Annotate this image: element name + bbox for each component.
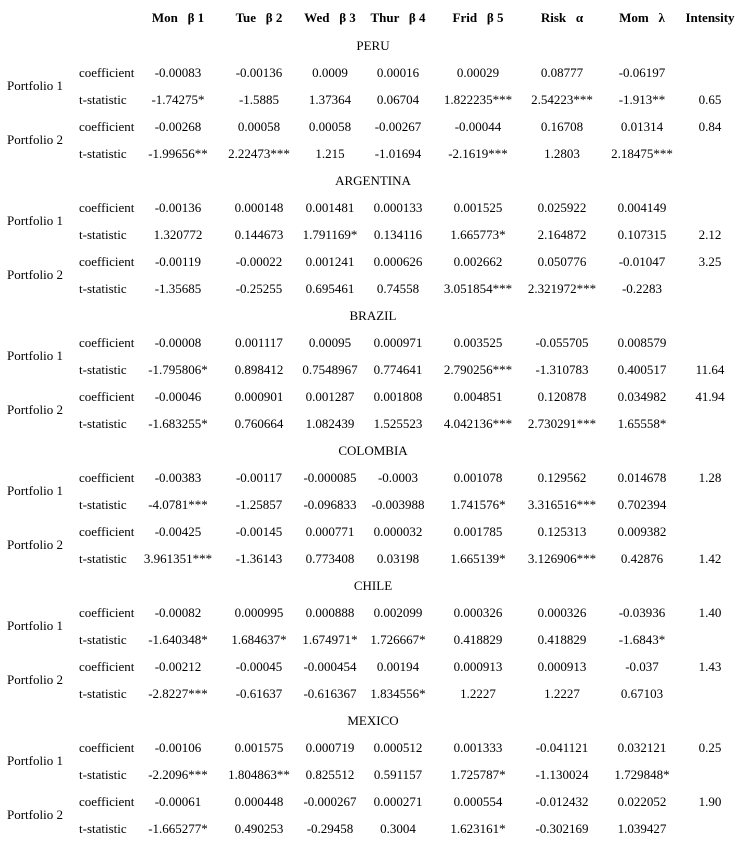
value-cell: 0.022052 (617, 794, 667, 809)
value-cell: 1.791169* (302, 227, 358, 242)
value-cell: 1.2227 (544, 686, 580, 701)
value-cell: 0.3004 (380, 821, 416, 836)
value-cell: 0.134116 (373, 227, 423, 242)
value-cell: 0.000448 (234, 794, 284, 809)
value-cell: 3.051854*** (443, 281, 513, 296)
value-cell: 0.000913 (453, 659, 503, 674)
value-cell: 0.144673 (234, 227, 284, 242)
t-statistic-label: t-statistic (79, 362, 127, 377)
value-cell: -1.130024 (535, 767, 589, 782)
intensity-cell: 1.43 (698, 659, 722, 674)
coefficient-label: coefficient (79, 119, 135, 134)
value-cell: 1.2803 (544, 146, 580, 161)
value-cell: 1.665139* (450, 551, 506, 566)
intensity-cell: 0.25 (698, 740, 722, 755)
value-cell: 0.014678 (617, 470, 667, 485)
value-cell: 1.65558* (617, 416, 667, 431)
value-cell: -0.06197 (618, 65, 666, 80)
value-cell: -0.00106 (154, 740, 202, 755)
country-heading: MEXICO (347, 713, 399, 728)
value-cell: 1.039427 (617, 821, 667, 836)
value-cell: 0.16708 (540, 119, 584, 134)
portfolio-label: Portfolio 2 (7, 132, 63, 147)
value-cell: 0.01314 (620, 119, 664, 134)
value-cell: -0.00136 (154, 200, 202, 215)
portfolio-label: Portfolio 2 (7, 537, 63, 552)
coefficient-label: coefficient (79, 659, 135, 674)
value-cell: -0.0003 (377, 470, 419, 485)
value-cell: 0.000995 (234, 605, 284, 620)
value-cell: 1.082439 (305, 416, 355, 431)
value-cell: -1.640348* (148, 632, 208, 647)
intensity-cell: 1.40 (698, 605, 722, 620)
value-cell: -1.683255* (148, 416, 208, 431)
value-cell: 0.000971 (373, 335, 423, 350)
value-cell: 0.774641 (373, 362, 423, 377)
value-cell: 1.684637* (231, 632, 287, 647)
value-cell: -0.096833 (303, 497, 357, 512)
value-cell: 0.03198 (376, 551, 420, 566)
value-cell: 0.825512 (305, 767, 355, 782)
t-statistic-label: t-statistic (79, 686, 127, 701)
value-cell: 0.00058 (308, 119, 352, 134)
value-cell: 1.674971* (302, 632, 358, 647)
portfolio-label: Portfolio 2 (7, 402, 63, 417)
value-cell: -0.302169 (535, 821, 589, 836)
t-statistic-label: t-statistic (79, 281, 127, 296)
coefficient-label: coefficient (79, 740, 135, 755)
value-cell: 0.000554 (453, 794, 503, 809)
value-cell: 0.000326 (453, 605, 503, 620)
value-cell: -0.2283 (621, 281, 663, 296)
value-cell: 0.001808 (373, 389, 423, 404)
coefficient-label: coefficient (79, 794, 135, 809)
value-cell: 1.37364 (308, 92, 352, 107)
intensity-cell: 0.84 (698, 119, 722, 134)
t-statistic-label: t-statistic (79, 632, 127, 647)
portfolio-label: Portfolio 2 (7, 807, 63, 822)
value-cell: 0.000326 (537, 605, 587, 620)
value-cell: -0.00008 (154, 335, 202, 350)
value-cell: -1.36143 (235, 551, 283, 566)
value-cell: 0.025922 (537, 200, 587, 215)
value-cell: 3.316516*** (527, 497, 597, 512)
value-cell: 0.002662 (453, 254, 503, 269)
portfolio-label: Portfolio 1 (7, 213, 63, 228)
value-cell: -1.74275* (151, 92, 205, 107)
value-cell: -0.037 (625, 659, 659, 674)
value-cell: -0.00136 (235, 65, 283, 80)
value-cell: 0.008579 (617, 335, 667, 350)
value-cell: -0.00145 (235, 524, 283, 539)
intensity-cell: 1.90 (698, 794, 722, 809)
t-statistic-label: t-statistic (79, 92, 127, 107)
value-cell: -0.00061 (154, 794, 202, 809)
value-cell: 0.050776 (537, 254, 587, 269)
value-cell: 0.67103 (620, 686, 664, 701)
value-cell: -0.000267 (303, 794, 357, 809)
value-cell: 0.004149 (617, 200, 667, 215)
value-cell: -0.00082 (154, 605, 202, 620)
value-cell: 0.000913 (537, 659, 587, 674)
value-cell: 0.001078 (453, 470, 503, 485)
value-cell: 1.822235*** (443, 92, 513, 107)
value-cell: 0.129562 (537, 470, 587, 485)
column-header: Wed β 3 (304, 10, 356, 25)
value-cell: 1.834556* (370, 686, 426, 701)
value-cell: 0.001287 (305, 389, 355, 404)
value-cell: -1.665277* (148, 821, 208, 836)
value-cell: -2.1619*** (448, 146, 508, 161)
value-cell: -0.00044 (454, 119, 502, 134)
value-cell: 0.418829 (453, 632, 503, 647)
value-cell: 0.00095 (308, 335, 352, 350)
portfolio-label: Portfolio 1 (7, 618, 63, 633)
value-cell: 0.000133 (373, 200, 423, 215)
intensity-cell: 1.42 (698, 551, 722, 566)
value-cell: 2.54223*** (531, 92, 593, 107)
value-cell: 0.74558 (376, 281, 420, 296)
value-cell: -0.000085 (303, 470, 357, 485)
value-cell: 0.120878 (537, 389, 587, 404)
value-cell: 3.961351*** (143, 551, 213, 566)
value-cell: -0.000454 (303, 659, 357, 674)
value-cell: 0.000888 (305, 605, 355, 620)
t-statistic-label: t-statistic (79, 146, 127, 161)
coefficient-label: coefficient (79, 200, 135, 215)
value-cell: -0.616367 (303, 686, 357, 701)
value-cell: 0.001333 (453, 740, 503, 755)
value-cell: 0.00016 (376, 65, 420, 80)
value-cell: -1.5885 (238, 92, 280, 107)
intensity-cell: 11.64 (695, 362, 725, 377)
country-heading: PERU (356, 38, 390, 53)
value-cell: 2.164872 (537, 227, 587, 242)
intensity-cell: 1.28 (698, 470, 722, 485)
value-cell: 0.000148 (234, 200, 284, 215)
value-cell: -0.041121 (535, 740, 589, 755)
coefficient-label: coefficient (79, 65, 135, 80)
value-cell: 0.00194 (376, 659, 420, 674)
value-cell: 0.125313 (537, 524, 587, 539)
value-cell: 0.0009 (312, 65, 348, 80)
value-cell: -4.0781*** (148, 497, 208, 512)
column-header: Mon β 1 (151, 10, 205, 25)
value-cell: -0.00267 (374, 119, 422, 134)
value-cell: -0.003988 (371, 497, 425, 512)
value-cell: -0.00045 (235, 659, 283, 674)
value-cell: 0.400517 (617, 362, 667, 377)
value-cell: 1.2227 (460, 686, 496, 701)
value-cell: 1.525523 (373, 416, 423, 431)
coefficient-label: coefficient (79, 605, 135, 620)
value-cell: -0.00022 (235, 254, 283, 269)
value-cell: 0.08777 (540, 65, 584, 80)
t-statistic-label: t-statistic (79, 497, 127, 512)
value-cell: -1.01694 (374, 146, 422, 161)
value-cell: 0.00058 (237, 119, 281, 134)
value-cell: -1.913** (618, 92, 666, 107)
value-cell: 0.001241 (305, 254, 355, 269)
value-cell: 1.725787* (450, 767, 506, 782)
value-cell: 0.000901 (234, 389, 284, 404)
value-cell: 0.032121 (617, 740, 667, 755)
value-cell: -0.61637 (235, 686, 283, 701)
value-cell: -0.00083 (154, 65, 202, 80)
coefficient-label: coefficient (79, 389, 135, 404)
column-header: Risk α (540, 10, 584, 25)
value-cell: 1.729848* (614, 767, 670, 782)
portfolio-label: Portfolio 1 (7, 753, 63, 768)
value-cell: -0.00117 (235, 470, 283, 485)
t-statistic-label: t-statistic (79, 227, 127, 242)
value-cell: 0.42876 (620, 551, 664, 566)
value-cell: -0.01047 (618, 254, 666, 269)
country-heading: BRAZIL (349, 308, 397, 323)
value-cell: 0.00029 (456, 65, 500, 80)
value-cell: -0.055705 (535, 335, 589, 350)
value-cell: 0.003525 (453, 335, 503, 350)
country-heading: ARGENTINA (335, 173, 411, 188)
value-cell: -0.00046 (154, 389, 202, 404)
column-header: Frid β 5 (452, 10, 504, 25)
column-header: Intensity (685, 10, 735, 25)
value-cell: 0.490253 (234, 821, 284, 836)
portfolio-label: Portfolio 1 (7, 348, 63, 363)
intensity-cell: 3.25 (698, 254, 722, 269)
value-cell: 0.001785 (453, 524, 503, 539)
value-cell: 2.22473*** (228, 146, 290, 161)
value-cell: 0.001525 (453, 200, 503, 215)
value-cell: 0.001481 (305, 200, 355, 215)
value-cell: 1.804863** (228, 767, 290, 782)
intensity-cell: 41.94 (695, 389, 725, 404)
t-statistic-label: t-statistic (79, 821, 127, 836)
intensity-cell: 2.12 (698, 227, 722, 242)
value-cell: -0.03936 (618, 605, 666, 620)
value-cell: 0.000626 (373, 254, 423, 269)
value-cell: -1.35685 (154, 281, 202, 296)
coefficient-label: coefficient (79, 254, 135, 269)
value-cell: 0.000032 (373, 524, 423, 539)
value-cell: 0.001117 (235, 335, 283, 350)
value-cell: 2.790256*** (443, 362, 513, 377)
value-cell: -1.795806* (148, 362, 208, 377)
country-heading: CHILE (353, 578, 393, 593)
value-cell: 0.773408 (305, 551, 355, 566)
value-cell: 0.000719 (305, 740, 355, 755)
coefficient-label: coefficient (79, 524, 135, 539)
value-cell: 0.034982 (617, 389, 667, 404)
value-cell: -2.8227*** (148, 686, 208, 701)
portfolio-label: Portfolio 1 (7, 483, 63, 498)
value-cell: -0.00383 (154, 470, 202, 485)
value-cell: 0.898412 (234, 362, 284, 377)
value-cell: -0.00212 (154, 659, 202, 674)
value-cell: -0.29458 (306, 821, 354, 836)
value-cell: -2.2096*** (148, 767, 208, 782)
value-cell: 2.730291*** (527, 416, 597, 431)
value-cell: 0.7548967 (302, 362, 358, 377)
country-heading: COLOMBIA (338, 443, 408, 458)
value-cell: -1.99656** (148, 146, 208, 161)
column-header: Mom λ (619, 10, 665, 25)
t-statistic-label: t-statistic (79, 551, 127, 566)
portfolio-label: Portfolio 2 (7, 267, 63, 282)
value-cell: 0.001575 (234, 740, 284, 755)
t-statistic-label: t-statistic (79, 767, 127, 782)
value-cell: 1.320772 (153, 227, 203, 242)
value-cell: 0.107315 (617, 227, 667, 242)
value-cell: 0.06704 (376, 92, 420, 107)
value-cell: 0.418829 (537, 632, 587, 647)
value-cell: 2.321972*** (527, 281, 597, 296)
value-cell: 0.004851 (453, 389, 503, 404)
value-cell: 0.009382 (617, 524, 667, 539)
value-cell: -0.00119 (154, 254, 202, 269)
intensity-cell: 0.65 (698, 92, 722, 107)
value-cell: 0.760664 (234, 416, 284, 431)
value-cell: 0.000271 (373, 794, 423, 809)
column-header: Tue β 2 (235, 10, 283, 25)
value-cell: -0.00268 (154, 119, 202, 134)
portfolio-label: Portfolio 2 (7, 672, 63, 687)
value-cell: 0.695461 (305, 281, 355, 296)
value-cell: -0.012432 (535, 794, 589, 809)
value-cell: -1.6843* (618, 632, 666, 647)
value-cell: -1.25857 (235, 497, 283, 512)
value-cell: 1.665773* (450, 227, 506, 242)
value-cell: -1.310783 (535, 362, 589, 377)
value-cell: 0.000771 (305, 524, 355, 539)
value-cell: 0.702394 (617, 497, 667, 512)
value-cell: 1.741576* (450, 497, 506, 512)
value-cell: 1.726667* (370, 632, 426, 647)
value-cell: 0.002099 (373, 605, 423, 620)
value-cell: 3.126906*** (527, 551, 597, 566)
column-header: Thur β 4 (370, 10, 426, 25)
value-cell: -0.25255 (235, 281, 283, 296)
value-cell: 1.623161* (450, 821, 506, 836)
t-statistic-label: t-statistic (79, 416, 127, 431)
value-cell: 1.215 (315, 146, 345, 161)
value-cell: 0.591157 (373, 767, 423, 782)
coefficient-label: coefficient (79, 470, 135, 485)
value-cell: 4.042136*** (443, 416, 513, 431)
value-cell: -0.00425 (154, 524, 202, 539)
portfolio-label: Portfolio 1 (7, 78, 63, 93)
coefficient-label: coefficient (79, 335, 135, 350)
value-cell: 2.18475*** (611, 146, 673, 161)
value-cell: 0.000512 (373, 740, 423, 755)
